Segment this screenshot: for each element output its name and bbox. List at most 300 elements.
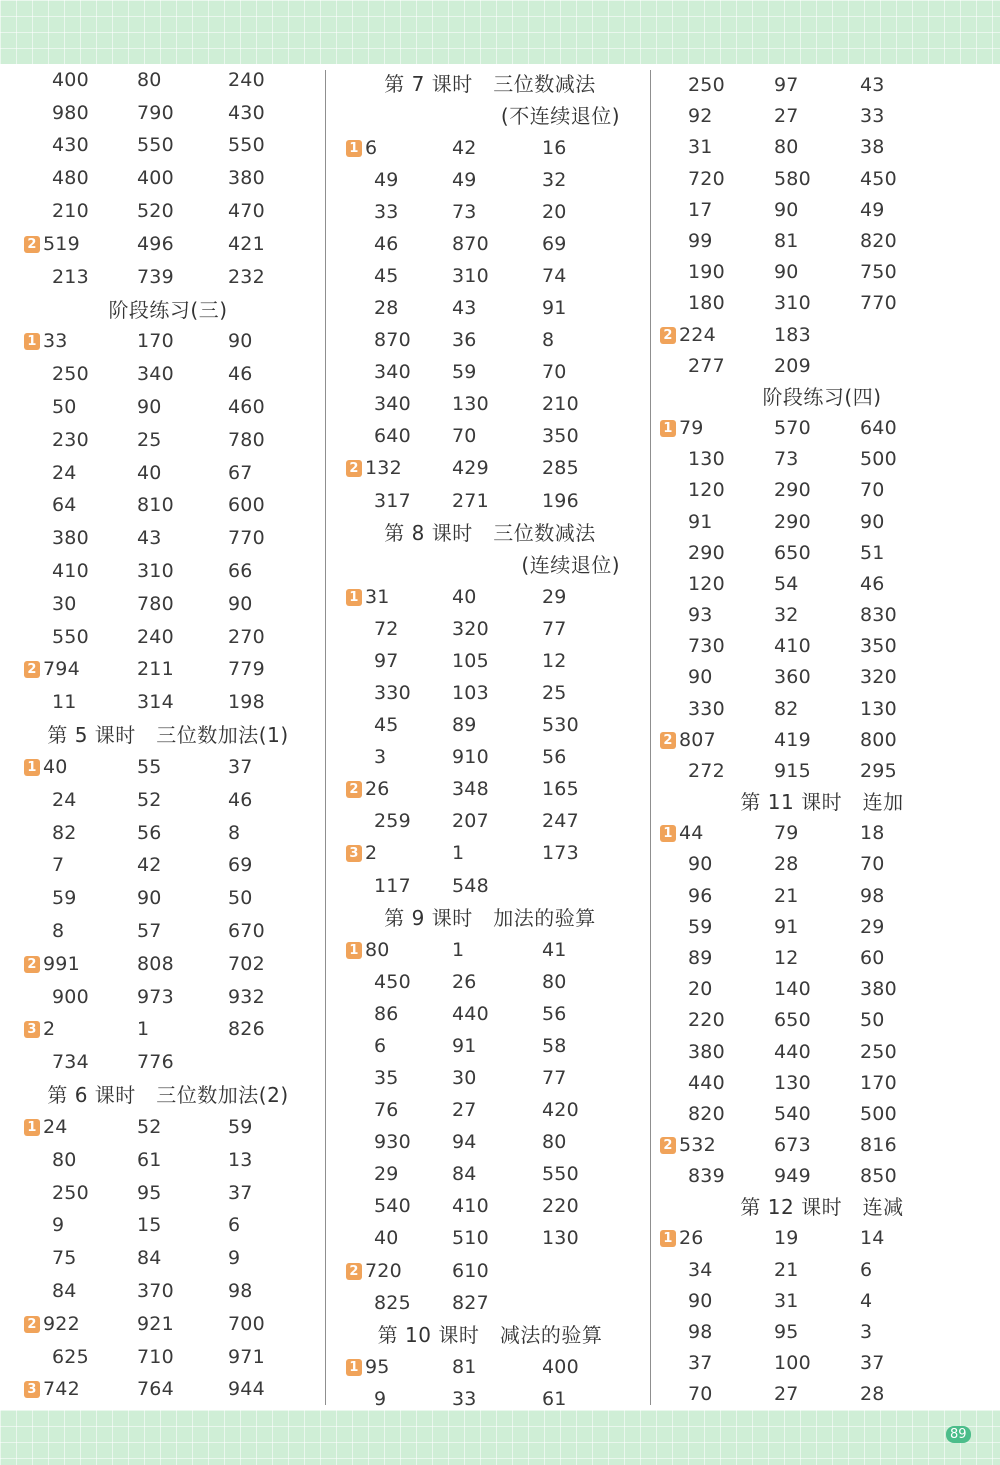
answer-value: 400	[542, 1355, 579, 1378]
answer-value: 79	[774, 822, 799, 845]
answer-value: 84	[52, 1279, 77, 1302]
answer-value: 250	[52, 363, 89, 386]
answer-row	[14, 1014, 322, 1047]
answer-row	[14, 457, 322, 490]
answer-value: 90	[774, 198, 799, 221]
answer-value: 19	[774, 1227, 799, 1250]
answer-text: 742	[43, 1378, 80, 1401]
answer-value	[660, 416, 704, 439]
answer-value: 103	[452, 681, 489, 704]
answer-row	[334, 1351, 646, 1383]
answer-value: 198	[228, 691, 265, 714]
answer-value: 640	[374, 425, 411, 448]
question-number-badge: 1	[346, 140, 362, 157]
answer-value: 210	[542, 393, 579, 416]
answer-value: 45	[374, 714, 399, 737]
answer-value: 49	[452, 168, 477, 191]
answer-value: 30	[452, 1066, 477, 1089]
answer-row	[652, 538, 992, 569]
answer-row	[334, 325, 646, 357]
answer-value: 440	[774, 1040, 811, 1063]
answer-value: 98	[228, 1279, 253, 1302]
answer-value: 480	[52, 167, 89, 190]
answer-value: 31	[688, 136, 713, 159]
answer-value: 61	[542, 1387, 567, 1410]
answer-value: 230	[52, 428, 89, 451]
answer-value: 15	[137, 1214, 162, 1237]
answer-value: 780	[228, 428, 265, 451]
answer-row	[652, 756, 992, 787]
answer-value: 56	[542, 746, 567, 769]
answer-value: 240	[228, 68, 265, 91]
answer-value: 810	[137, 494, 174, 517]
answer-value: 58	[542, 1034, 567, 1057]
answer-value: 100	[774, 1352, 811, 1375]
answer-row	[334, 613, 646, 645]
answer-value: 500	[860, 448, 897, 471]
answer-text: 95	[365, 1355, 390, 1378]
section-heading: (连续退位)	[521, 553, 620, 578]
answer-row	[334, 453, 646, 485]
answer-value: 1	[452, 842, 465, 865]
answer-value: 670	[228, 920, 265, 943]
answer-row	[652, 974, 992, 1005]
answer-value: 70	[542, 361, 567, 384]
answer-row	[334, 164, 646, 196]
answer-value: 120	[688, 572, 725, 595]
answer-value: 95	[137, 1181, 162, 1204]
answer-text: 720	[365, 1259, 402, 1282]
answer-value: 84	[137, 1247, 162, 1270]
answer-value: 86	[374, 1002, 399, 1025]
answer-row	[334, 677, 646, 709]
answer-value: 70	[860, 853, 885, 876]
answer-value: 350	[860, 635, 897, 658]
answer-text: 79	[679, 416, 704, 439]
answer-value: 290	[774, 510, 811, 533]
question-number-badge: 3	[24, 1381, 40, 1398]
answer-value: 59	[52, 887, 77, 910]
answer-value: 9	[52, 1214, 65, 1237]
answer-value: 46	[228, 363, 253, 386]
answer-value: 27	[774, 105, 799, 128]
answer-value: 13	[228, 1148, 253, 1171]
answer-value: 37	[860, 1352, 885, 1375]
answer-value: 610	[452, 1259, 489, 1282]
answer-value: 81	[452, 1355, 477, 1378]
answer-value: 400	[52, 68, 89, 91]
answer-value: 52	[137, 788, 162, 811]
answer-value: 6	[374, 1034, 387, 1057]
answer-value: 32	[542, 168, 567, 191]
answer-value: 73	[452, 200, 477, 223]
answer-value: 77	[542, 1066, 567, 1089]
answer-value: 60	[860, 946, 885, 969]
answer-value: 915	[774, 760, 811, 783]
answer-value: 673	[774, 1134, 811, 1157]
answer-value: 310	[774, 292, 811, 315]
answer-value: 440	[688, 1071, 725, 1094]
answer-value: 4	[860, 1289, 873, 1312]
answer-value: 220	[688, 1009, 725, 1032]
answer-value: 75	[52, 1247, 77, 1270]
answer-row	[652, 631, 992, 662]
answer-value: 870	[452, 232, 489, 255]
question-number-badge: 1	[24, 333, 40, 350]
answer-value: 207	[452, 810, 489, 833]
answer-value: 50	[860, 1009, 885, 1032]
answer-value: 520	[137, 200, 174, 223]
answer-value: 790	[137, 101, 174, 124]
answer-row	[14, 588, 322, 621]
answer-row	[334, 132, 646, 164]
answer-row	[14, 391, 322, 424]
answer-value: 98	[688, 1321, 713, 1344]
answer-row	[652, 288, 992, 319]
answer-value: 750	[860, 261, 897, 284]
answer-value	[24, 1312, 80, 1335]
answer-value: 49	[374, 168, 399, 191]
question-number-badge: 2	[346, 781, 362, 798]
answer-value: 320	[452, 617, 489, 640]
answer-value	[346, 585, 390, 608]
answer-row	[334, 1255, 646, 1287]
answer-value: 739	[137, 265, 174, 288]
answer-value: 825	[374, 1291, 411, 1314]
answer-value	[346, 1259, 402, 1282]
question-number-badge: 2	[24, 956, 40, 973]
answer-row	[14, 1144, 322, 1177]
answer-value: 770	[228, 527, 265, 550]
answer-value: 720	[688, 167, 725, 190]
answer-value	[660, 1136, 716, 1155]
answer-row	[652, 725, 992, 756]
answer-value: 82	[774, 697, 799, 720]
answer-row	[334, 1062, 646, 1094]
question-number-badge: 3	[346, 845, 362, 862]
answer-value: 910	[452, 746, 489, 769]
answer-value: 26	[452, 970, 477, 993]
answer-row	[652, 943, 992, 974]
answer-value: 410	[452, 1195, 489, 1218]
answer-row	[14, 882, 322, 915]
answer-row	[334, 1191, 646, 1223]
answer-value: 350	[542, 425, 579, 448]
question-number-badge: 1	[24, 1119, 40, 1136]
section-heading: 第 11 课时 连加	[740, 790, 904, 815]
answer-value: 80	[52, 1148, 77, 1171]
answer-row	[334, 645, 646, 677]
answer-value: 170	[860, 1071, 897, 1094]
answer-value: 97	[374, 649, 399, 672]
answer-row	[334, 292, 646, 324]
answer-value: 84	[452, 1163, 477, 1186]
section-heading: 第 7 课时 三位数减法	[384, 72, 596, 96]
answer-value: 211	[137, 658, 174, 681]
answer-row	[14, 195, 322, 228]
answer-value: 285	[542, 457, 579, 480]
answer-value: 6	[860, 1258, 873, 1281]
answer-row	[14, 981, 322, 1014]
answer-value: 50	[52, 396, 77, 419]
answer-value: 440	[452, 1002, 489, 1025]
answer-value: 25	[542, 681, 567, 704]
answer-value: 360	[774, 666, 811, 689]
answer-value: 46	[228, 788, 253, 811]
answer-value: 380	[688, 1040, 725, 1063]
answer-value: 419	[774, 728, 811, 751]
answer-row	[334, 485, 646, 517]
question-number-badge: 1	[660, 420, 676, 437]
answer-value: 117	[374, 874, 411, 897]
answer-value: 93	[688, 604, 713, 627]
answer-value: 80	[774, 136, 799, 159]
answer-value	[346, 459, 402, 478]
answer-value: 20	[688, 978, 713, 1001]
answer-value: 580	[774, 167, 811, 190]
answer-value: 69	[228, 854, 253, 877]
answer-value: 180	[688, 292, 725, 315]
question-number-badge: 2	[660, 327, 676, 344]
answer-row	[652, 475, 992, 506]
answer-value: 196	[542, 489, 579, 512]
answer-row	[652, 226, 992, 257]
answer-text: 794	[43, 658, 80, 681]
column-divider	[325, 70, 326, 1405]
answer-row	[334, 260, 646, 292]
answer-value: 850	[860, 1165, 897, 1188]
answer-row	[334, 1095, 646, 1127]
answer-value: 183	[774, 323, 811, 346]
answer-value: 380	[52, 527, 89, 550]
answer-value	[660, 323, 716, 346]
answer-row	[14, 1341, 322, 1374]
answer-value: 38	[860, 136, 885, 159]
answer-value: 800	[860, 728, 897, 751]
answer-value: 90	[137, 396, 162, 419]
answer-value	[24, 1118, 68, 1137]
answer-text: 224	[679, 323, 716, 346]
answer-value: 213	[52, 265, 89, 288]
answer-value: 700	[228, 1312, 265, 1335]
answer-value: 240	[137, 625, 174, 648]
answer-value	[660, 824, 704, 843]
answer-value: 420	[542, 1099, 579, 1122]
answer-value: 430	[52, 134, 89, 157]
answer-row	[14, 490, 322, 523]
answer-value: 348	[452, 778, 489, 801]
answer-value	[24, 952, 80, 975]
section-heading: 第 8 课时 三位数减法	[384, 521, 596, 546]
answer-row	[652, 849, 992, 880]
section-heading: 第 6 课时 三位数加法(2)	[47, 1083, 289, 1108]
answer-value: 70	[452, 425, 477, 448]
answer-value: 31	[774, 1289, 799, 1312]
answer-value: 625	[52, 1345, 89, 1368]
answer-value: 640	[860, 416, 897, 439]
answer-value: 530	[542, 714, 579, 737]
answer-value: 430	[228, 101, 265, 124]
answer-row	[652, 101, 992, 132]
answer-value: 32	[774, 604, 799, 627]
answer-value: 165	[542, 778, 579, 801]
answer-value: 839	[688, 1165, 725, 1188]
answer-value: 210	[52, 200, 89, 223]
answer-text: 26	[365, 778, 390, 801]
answer-value: 55	[137, 756, 162, 779]
answer-text: 991	[43, 952, 80, 975]
answer-row	[14, 130, 322, 163]
answer-row	[652, 506, 992, 537]
answer-value: 780	[137, 592, 174, 615]
answer-value: 295	[860, 760, 897, 783]
question-number-badge: 2	[660, 1137, 676, 1154]
answer-row	[14, 654, 322, 687]
answer-value: 30	[52, 592, 77, 615]
answer-value: 73	[774, 448, 799, 471]
answer-value: 190	[688, 261, 725, 284]
answer-value: 42	[452, 136, 477, 159]
answer-value: 43	[860, 74, 885, 97]
answer-value: 550	[137, 134, 174, 157]
answer-row	[334, 998, 646, 1030]
answer-row	[652, 413, 992, 444]
answer-row	[652, 1286, 992, 1317]
answer-row	[334, 742, 646, 774]
answer-value	[24, 332, 68, 351]
section-heading: 第 9 课时 加法的验算	[384, 906, 596, 931]
answer-value: 91	[688, 510, 713, 533]
answer-text: 80	[365, 938, 390, 961]
answer-row	[334, 1223, 646, 1255]
answer-text: 519	[43, 232, 80, 255]
answer-value: 259	[374, 810, 411, 833]
question-number-badge: 2	[660, 732, 676, 749]
answer-text: 532	[679, 1134, 716, 1157]
answer-value: 971	[228, 1345, 265, 1368]
answer-row	[334, 710, 646, 742]
answer-value: 90	[137, 887, 162, 910]
answer-row	[652, 444, 992, 475]
answer-text: 33	[43, 330, 68, 353]
answer-row	[334, 774, 646, 806]
answer-value: 209	[774, 354, 811, 377]
answer-value: 51	[860, 541, 885, 564]
answer-value: 816	[860, 1134, 897, 1157]
answer-value: 1	[137, 1018, 150, 1041]
answer-value: 421	[228, 232, 265, 255]
answer-value: 28	[774, 853, 799, 876]
answer-row	[14, 162, 322, 195]
answer-value: 380	[860, 978, 897, 1001]
answer-value: 900	[52, 985, 89, 1008]
answer-text: 132	[365, 457, 402, 480]
question-number-badge: 1	[24, 759, 40, 776]
question-number-badge: 2	[24, 1316, 40, 1333]
answer-value: 548	[452, 874, 489, 897]
answer-value: 70	[860, 479, 885, 502]
answer-value: 29	[542, 585, 567, 608]
answer-value: 81	[774, 230, 799, 253]
answer-row	[14, 1177, 322, 1210]
answer-value	[24, 1020, 55, 1039]
answer-value: 250	[688, 74, 725, 97]
answer-row	[652, 818, 992, 849]
answer-value	[346, 844, 377, 863]
answer-value: 35	[374, 1066, 399, 1089]
answer-value: 28	[374, 297, 399, 320]
answer-text: 922	[43, 1312, 80, 1335]
answer-value: 98	[860, 884, 885, 907]
answer-row	[652, 569, 992, 600]
answer-column-2	[334, 68, 646, 1415]
bottom-grid-band	[0, 1410, 1000, 1465]
answer-value: 500	[860, 1102, 897, 1125]
answer-value: 37	[228, 1181, 253, 1204]
answer-value: 271	[452, 489, 489, 512]
answer-value: 247	[542, 810, 579, 833]
answer-value: 270	[228, 625, 265, 648]
answer-row	[334, 838, 646, 870]
section-heading: 第 5 课时 三位数加法(1)	[47, 723, 289, 748]
answer-row	[14, 784, 322, 817]
answer-value: 930	[374, 1131, 411, 1154]
answer-value: 40	[137, 461, 162, 484]
answer-value: 702	[228, 952, 265, 975]
answer-row	[14, 424, 322, 457]
answer-value: 24	[52, 788, 77, 811]
answer-value: 380	[228, 167, 265, 190]
answer-row	[652, 1223, 992, 1254]
answer-value: 18	[860, 822, 885, 845]
answer-row	[334, 1127, 646, 1159]
answer-text: 24	[43, 1116, 68, 1138]
answer-value: 43	[137, 527, 162, 550]
answer-value: 130	[688, 448, 725, 471]
answer-value: 370	[137, 1279, 174, 1302]
answer-row	[334, 389, 646, 421]
answer-value: 314	[137, 691, 174, 714]
answer-value: 826	[228, 1018, 265, 1041]
answer-value: 7	[52, 854, 65, 877]
answer-value: 277	[688, 354, 725, 377]
answer-row	[14, 326, 322, 359]
answer-value: 91	[542, 297, 567, 320]
answer-row	[14, 621, 322, 654]
answer-value: 764	[137, 1378, 174, 1401]
answer-value: 61	[137, 1148, 162, 1171]
answer-value: 460	[228, 396, 265, 419]
answer-value: 340	[374, 361, 411, 384]
answer-value: 90	[228, 592, 253, 615]
question-number-badge: 2	[24, 236, 40, 253]
answer-value: 170	[137, 330, 174, 353]
answer-row	[334, 1159, 646, 1191]
answer-value: 808	[137, 952, 174, 975]
question-number-badge: 2	[346, 1263, 362, 1280]
answer-value: 973	[137, 985, 174, 1008]
answer-value: 290	[774, 479, 811, 502]
answer-value: 130	[774, 1071, 811, 1094]
answer-row	[14, 1275, 322, 1308]
answer-value: 779	[228, 658, 265, 681]
answer-row	[334, 421, 646, 453]
answer-value: 27	[452, 1099, 477, 1122]
answer-row	[14, 686, 322, 719]
section-heading: 阶段练习(四)	[762, 384, 882, 409]
answer-value: 37	[228, 756, 253, 779]
answer-value: 69	[542, 232, 567, 255]
